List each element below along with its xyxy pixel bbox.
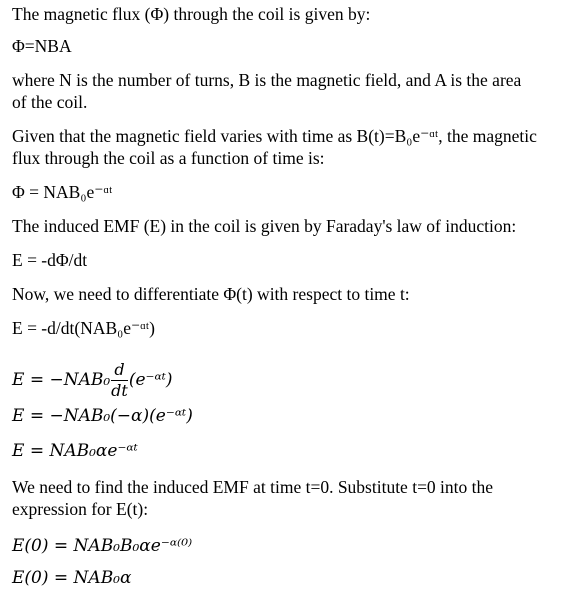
equation-suffix: (e⁻ᵅᵗ) — [128, 370, 173, 390]
text-line-variables-2: of the coil. — [12, 92, 88, 112]
fraction-denominator: dt — [111, 381, 128, 400]
text-line-field-2: flux through the coil as a function of time is: — [12, 148, 325, 168]
text-line-substitute-1: We need to find the induced EMF at time t=0. Substitute t=0 into the — [12, 477, 494, 497]
equation-faraday-law: E = -dΦ/dt — [12, 250, 88, 270]
text-line-substitute-2: expression for E(t): — [12, 499, 149, 519]
equation-emf-step-2: E = −NAB₀(−α)(e⁻ᵅᵗ) — [12, 406, 193, 426]
equation-emf-final: E(0) = NAB₀α — [12, 568, 132, 588]
text-line-differentiate: Now, we need to differentiate Φ(t) with respect to time t: — [12, 284, 410, 304]
equation-emf-step-3: E = NAB₀αe⁻ᵅᵗ — [12, 441, 138, 461]
fraction — [111, 360, 128, 401]
fraction-numerator: d — [111, 360, 128, 381]
text-line-variables-1: where N is the number of turns, B is the magnetic field, and A is the area — [12, 70, 522, 90]
equation-emf-at-zero: E(0) = NAB₀B₀αe⁻ᵅ⁽⁰⁾ — [12, 536, 193, 556]
text-line-faraday: The induced EMF (E) in the coil is given by Faraday's law of induction: — [12, 216, 517, 236]
equation-emf-derivative: E = -d/dt(NAB₀e⁻ᵅᵗ) — [12, 318, 155, 338]
text-line-field-1: Given that the magnetic field varies with time as B(t)=B₀e⁻ᵅᵗ, the magnetic — [12, 126, 537, 146]
equation-emf-step-1 — [12, 360, 173, 401]
text-line-flux-intro: The magnetic flux (Φ) through the coil is given by: — [12, 4, 371, 24]
equation-flux-time: Φ = NAB₀e⁻ᵅᵗ — [12, 182, 113, 202]
equation-prefix: E = −NAB₀ — [12, 370, 111, 390]
equation-flux-definition: Φ=NBA — [12, 36, 72, 56]
